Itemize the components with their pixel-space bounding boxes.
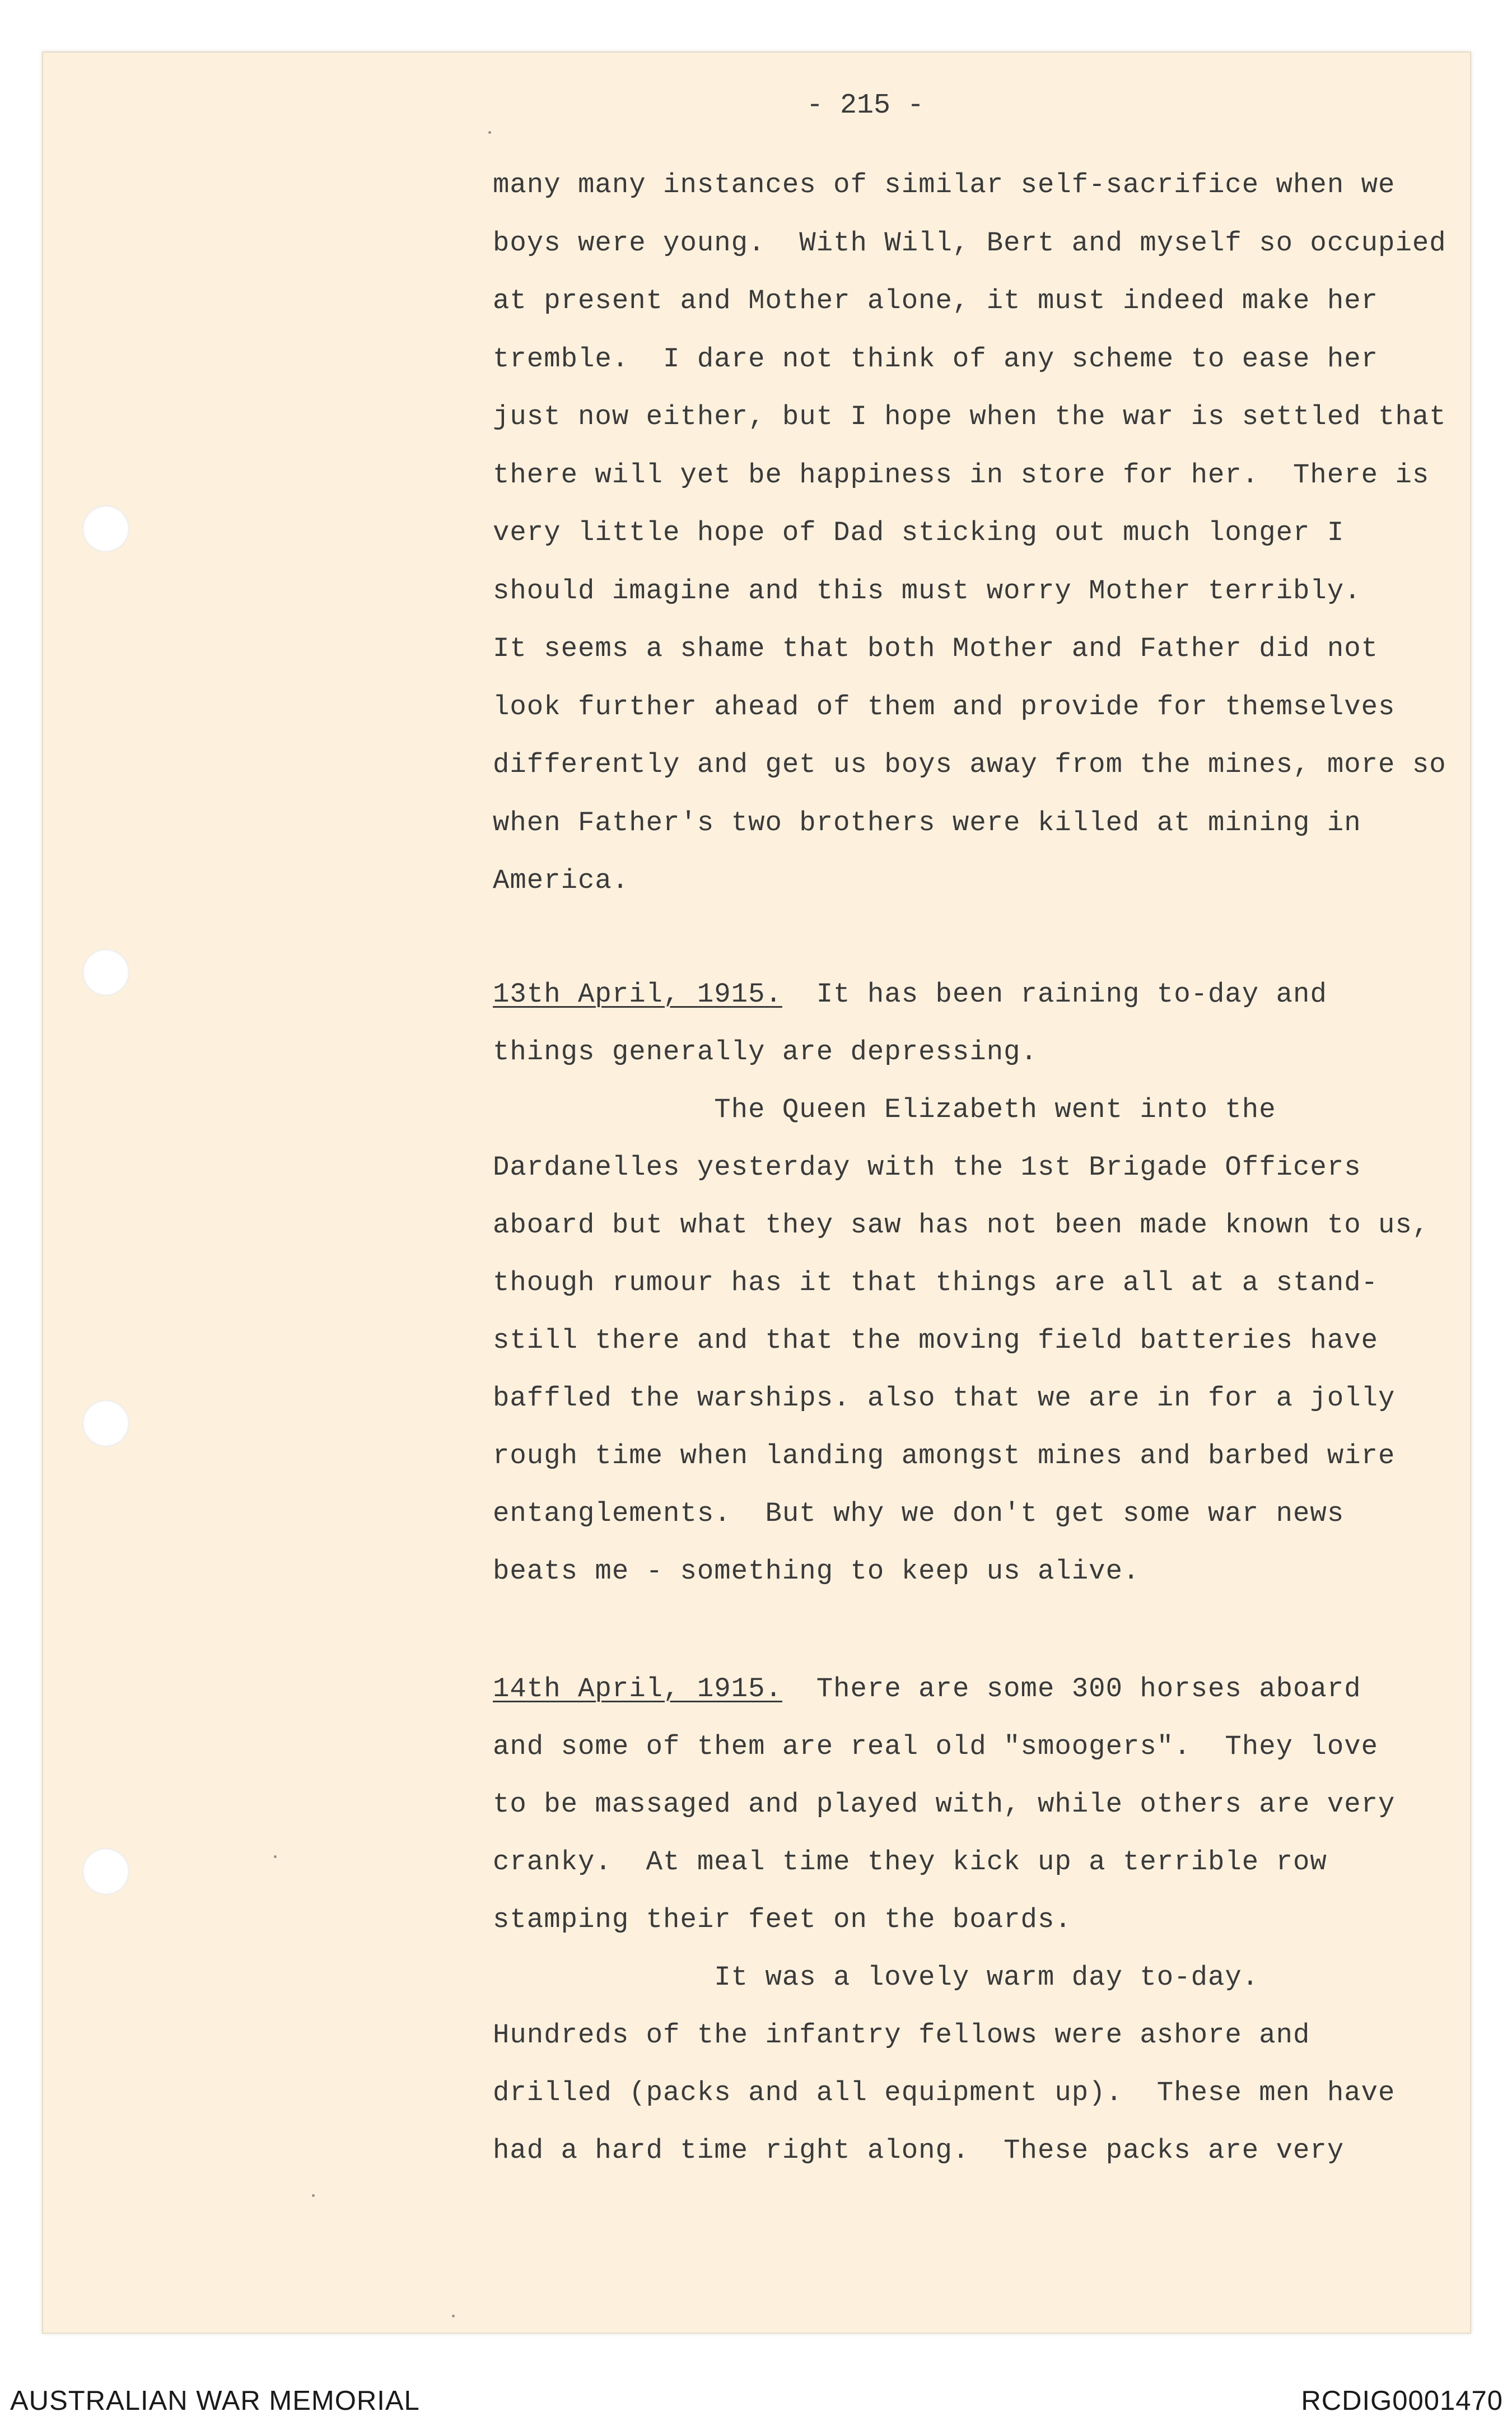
- diary-entry-14-april: [493, 1672, 1467, 2166]
- typed-line: Hundreds of the infantry fellows were ashore and: [493, 2019, 1310, 2051]
- punch-hole: [82, 1848, 129, 1895]
- typed-line: at present and Mother alone, it must indeed make her: [493, 285, 1379, 316]
- entry-text: It has been raining to-day and: [782, 979, 1327, 1010]
- typed-line: entanglements. But why we don't get some war news: [493, 1498, 1345, 1529]
- paper-speck: [452, 2315, 455, 2317]
- institution-label: AUSTRALIAN WAR MEMORIAL: [10, 2386, 420, 2416]
- typed-line: baffled the warships. also that we are in for a jolly: [493, 1382, 1396, 1414]
- punch-hole: [82, 949, 129, 996]
- typed-line: boys were young. With Will, Bert and myself so occupied: [493, 227, 1446, 259]
- typed-line: aboard but what they saw has not been made known to us,: [493, 1209, 1430, 1241]
- typed-line: cranky. At meal time they kick up a terrible row: [493, 1846, 1327, 1878]
- typed-line: when Father's two brothers were killed at mining in: [493, 807, 1361, 839]
- punch-hole: [82, 1400, 129, 1447]
- typed-line: Dardanelles yesterday with the 1st Brigade Officers: [493, 1152, 1361, 1183]
- typed-line: just now either, but I hope when the war is settled that: [493, 401, 1446, 432]
- typed-line: stamping their feet on the boards.: [493, 1904, 1072, 1935]
- typed-line: It was a lovely warm day to-day.: [493, 1962, 1259, 1993]
- paper-speck: [312, 2194, 315, 2197]
- typed-line: very little hope of Dad sticking out much longer I: [493, 517, 1345, 548]
- typed-line: many many instances of similar self-sacrifice when we: [493, 169, 1396, 201]
- typed-line: there will yet be happiness in store for her. There is: [493, 459, 1430, 491]
- entry-heading-line: [493, 977, 1327, 1011]
- entry-date: 13th April, 1915.: [493, 979, 782, 1010]
- typed-line: and some of them are real old "smoogers". They love: [493, 1731, 1379, 1762]
- page-number: - 215 -: [806, 90, 925, 122]
- typed-line: differently and get us boys away from the mines, more so: [493, 749, 1446, 780]
- entry-text: There are some 300 horses aboard: [782, 1673, 1361, 1705]
- typed-line: beats me - something to keep us alive.: [493, 1556, 1140, 1587]
- paper-speck: [274, 1855, 277, 1858]
- typed-line: America.: [493, 865, 629, 896]
- typed-line: look further ahead of them and provide for themselves: [493, 691, 1396, 723]
- typed-line: things generally are depressing.: [493, 1036, 1038, 1068]
- typed-line: should imagine and this must worry Mother terribly.: [493, 575, 1361, 607]
- punch-hole: [82, 505, 129, 552]
- typed-line: still there and that the moving field batteries have: [493, 1325, 1379, 1356]
- typed-line: had a hard time right along. These packs are very: [493, 2135, 1345, 2166]
- paper-speck: [488, 131, 491, 134]
- typed-line: drilled (packs and all equipment up). These men have: [493, 2077, 1396, 2108]
- typed-line: to be massaged and played with, while others are very: [493, 1789, 1396, 1820]
- diary-entry-13-april: [493, 977, 1467, 1587]
- typed-line: tremble. I dare not think of any scheme to ease her: [493, 343, 1379, 375]
- reference-id: RCDIG0001470: [1301, 2386, 1503, 2416]
- typed-line: It seems a shame that both Mother and Father did not: [493, 633, 1379, 664]
- entry-heading-line: [493, 1672, 1361, 1706]
- typed-line: rough time when landing amongst mines and barbed wire: [493, 1440, 1396, 1472]
- typed-line: though rumour has it that things are all at a stand-: [493, 1267, 1379, 1298]
- entry-date: 14th April, 1915.: [493, 1673, 782, 1705]
- typed-line: The Queen Elizabeth went into the: [493, 1094, 1276, 1125]
